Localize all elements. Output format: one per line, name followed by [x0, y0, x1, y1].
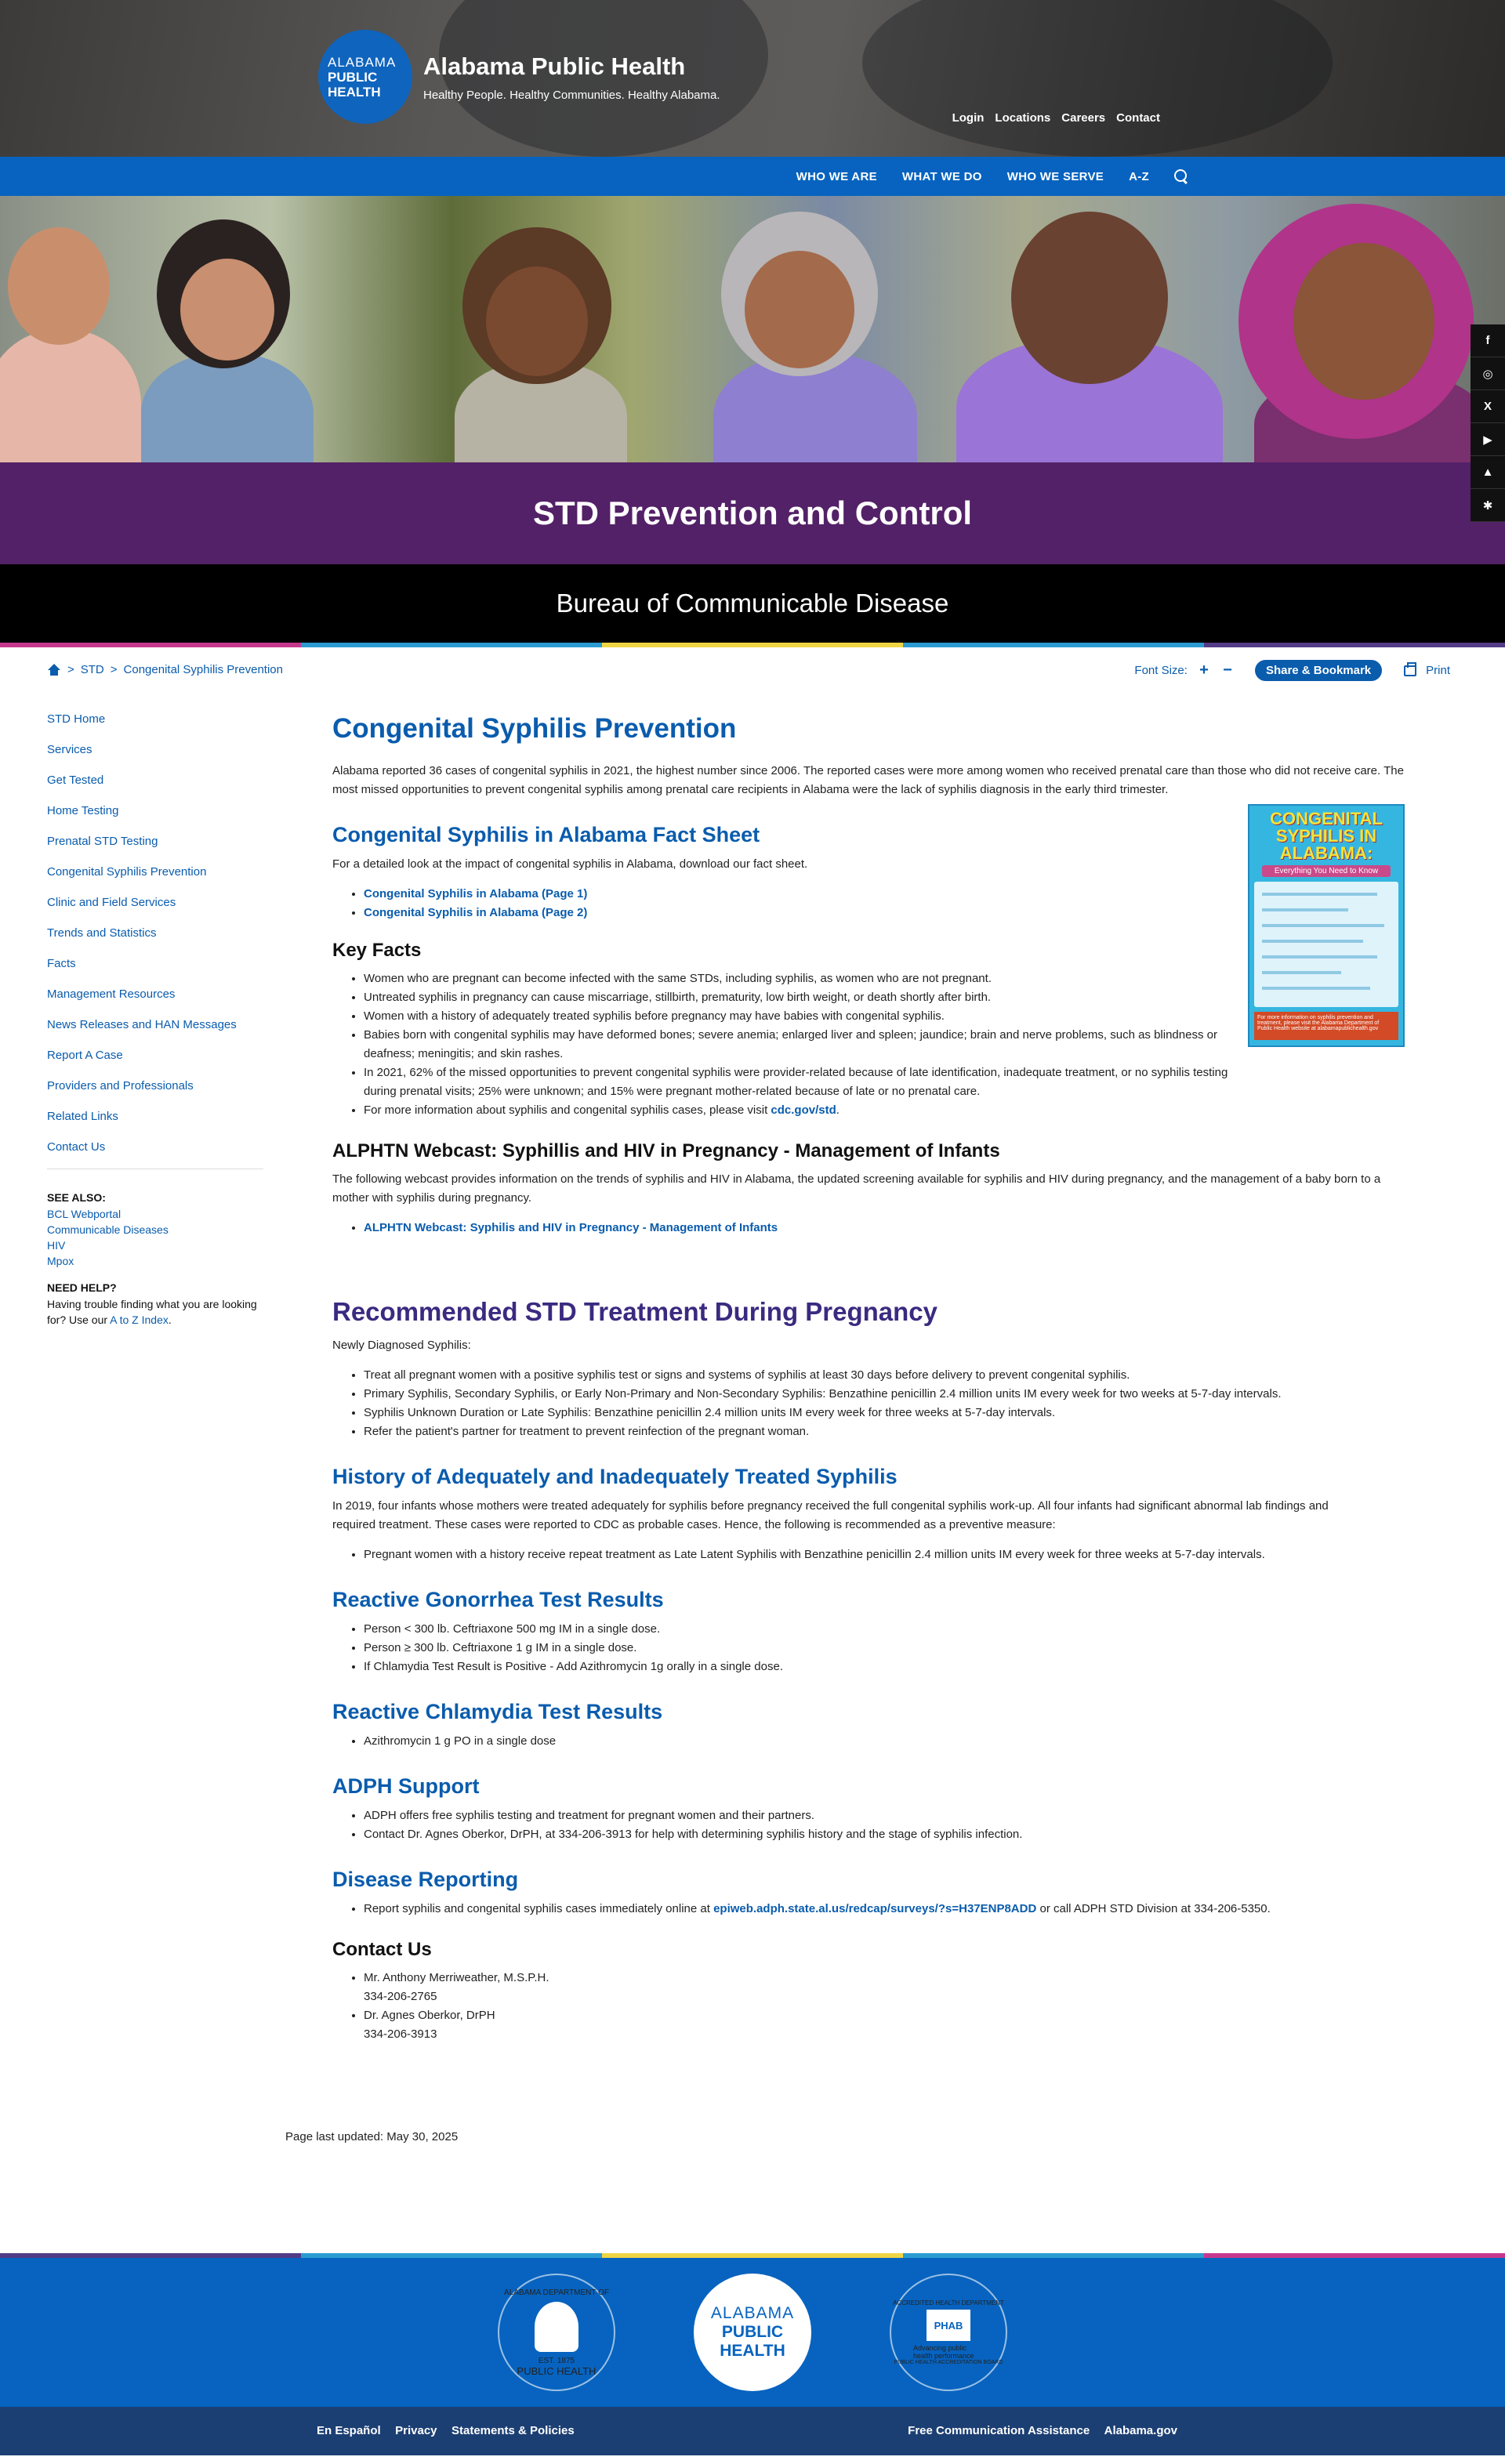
- list-item: • Contact Dr. Agnes Oberkor, DrPH, at 334-206-3913 for help with determining syphilis history and the stage of syphilis infection.: [364, 1825, 1405, 1844]
- footer-aph-logo[interactable]: [694, 2274, 811, 2391]
- fact-sheet-line: [1262, 924, 1384, 927]
- seal-text: PUBLIC HEALTH: [517, 2364, 597, 2377]
- history-heading: History of Adequately and Inadequately Treated Syphilis: [332, 1465, 898, 1488]
- stripe-segment: [602, 2253, 903, 2258]
- nav-what-we-do[interactable]: WHAT WE DO: [901, 169, 982, 183]
- fact-sheet-text: For a detailed look at the impact of congenital syphilis in Alabama, download our fact sheet.: [332, 857, 808, 871]
- need-help-copy: Having trouble finding what you are looking for? Use our: [47, 1298, 257, 1326]
- history-text: In 2019, four infants whose mothers were treated adequately for syphilis before pregnancy received the full congenital syphilis work-up. All four infants had significant abnormal lab findings and required treatment. These cases were reported to CDC as probable cases. Hence, the following is recommended as a preventive measure:: [332, 1499, 1329, 1531]
- main-nav: [0, 157, 1505, 196]
- login-link[interactable]: Login: [952, 111, 985, 125]
- bureau-title: Bureau of Communicable Disease: [556, 589, 949, 618]
- list-item: [364, 1900, 1405, 1919]
- adph-support-list: [364, 1806, 1405, 1844]
- logo-badge: [318, 30, 412, 124]
- seal-text: Advancing public health performance: [913, 2344, 974, 2360]
- fact-sheet-line: [1262, 987, 1370, 990]
- need-help-heading: NEED HELP?: [47, 1281, 117, 1294]
- content-heading: Congenital Syphilis Prevention: [332, 713, 737, 744]
- list-item: • Refer the patient's partner for treatment to prevent reinfection of the pregnant woman.: [364, 1422, 1405, 1441]
- last-updated: Page last updated: May 30, 2025: [285, 2130, 459, 2143]
- list-item: [364, 1219, 1405, 1237]
- key-facts-heading: Key Facts: [332, 940, 422, 961]
- sidebar-item-std-home[interactable]: STD Home: [47, 712, 106, 726]
- seal-text: PUBLIC HEALTH ACCREDITATION BOARD: [894, 2360, 1003, 2365]
- list-item-end: .: [836, 1103, 840, 1117]
- utility-nav: [952, 111, 1160, 125]
- need-help-end: .: [168, 1314, 172, 1326]
- list-item: [364, 1101, 1240, 1120]
- seal-text: ALABAMA DEPARTMENT OF: [504, 2288, 609, 2297]
- footer-link-policies[interactable]: Statements & Policies: [451, 2424, 575, 2437]
- webcast-heading: ALPHTN Webcast: Syphillis and HIV in Pregnancy - Management of Infants: [332, 1140, 1000, 1161]
- sidebar-item-services[interactable]: Services: [47, 743, 92, 756]
- list-item: • Azithromycin 1 g PO in a single dose: [364, 1732, 1405, 1751]
- print-link[interactable]: Print: [1426, 664, 1450, 677]
- sidebar-item-home-testing[interactable]: Home Testing: [47, 804, 119, 817]
- nav-who-we-serve[interactable]: WHO WE SERVE: [1006, 169, 1104, 183]
- list-item: • Pregnant women with a history receive repeat treatment as Late Latent Syphilis with Benzathine penicillin 2.4 million units IM every week for three weeks at 5-7-day intervals.: [364, 1545, 1405, 1564]
- breadcrumb: [47, 663, 283, 676]
- fact-sheet-image-title: CONGENITAL SYPHILIS IN ALABAMA:: [1270, 809, 1383, 863]
- see-also-link[interactable]: HIV: [47, 1239, 66, 1252]
- footer-link-espanol[interactable]: En Español: [317, 2424, 381, 2437]
- webcast-link[interactable]: ALPHTN Webcast: Syphilis and HIV in Pregnancy - Management of Infants: [364, 1221, 778, 1234]
- sidebar-nav: [47, 704, 263, 1162]
- fact-sheet-image-table: [1254, 882, 1398, 1007]
- fact-sheet-page2-link[interactable]: Congenital Syphilis in Alabama (Page 2): [364, 906, 588, 919]
- alert-icon[interactable]: ▲: [1471, 456, 1505, 489]
- list-item: • Untreated syphilis in pregnancy can cause miscarriage, stillbirth, prematurity, low birth weight, or death shortly after birth.: [364, 988, 1240, 1007]
- list-item-text: Report syphilis and congenital syphilis cases immediately online at: [364, 1902, 714, 1915]
- hero-figure: [745, 251, 854, 368]
- bureau-band: [0, 564, 1505, 643]
- intro-paragraph: Alabama reported 36 cases of congenital syphilis in 2021, the highest number since 2006. The reported cases were more among women who received prenatal care than those who did not receive care. The most missed opportunities to prevent congenital syphilis among prenatal care recipients in Alabama were the lack of syphilis diagnosis in the early third trimester.: [332, 764, 1404, 796]
- page-title-band: [0, 462, 1505, 564]
- hero-figure: [180, 259, 274, 361]
- logo-line: ALABAMA: [328, 54, 397, 70]
- fact-sheet-image-subtitle: Everything You Need to Know: [1262, 865, 1391, 877]
- list-item: • Women with a history of adequately treated syphilis before pregnancy may have babies with congenital syphilis.: [364, 1007, 1240, 1026]
- list-item: • Person < 300 lb. Ceftriaxone 500 mg IM in a single dose.: [364, 1620, 1405, 1639]
- nav-who-we-are[interactable]: WHO WE ARE: [796, 169, 877, 183]
- webcast-text: The following webcast provides information on the trends of syphilis and HIV in Alabama, the updated screening available for syphilis and HIV during pregnancy, and the management of a baby born to a mother with syphilis during pregnancy.: [332, 1172, 1381, 1205]
- site-title[interactable]: Alabama Public Health: [423, 52, 686, 80]
- webcast-links: [364, 1219, 1405, 1237]
- color-stripe: [0, 2253, 1505, 2258]
- fact-sheet-heading: Congenital Syphilis in Alabama Fact Sheet: [332, 823, 760, 846]
- stripe-segment: [0, 2253, 301, 2258]
- nav-a-z[interactable]: A-Z: [1129, 169, 1149, 183]
- page-title: STD Prevention and Control: [532, 495, 973, 531]
- share-bookmark-button[interactable]: Share & Bookmark: [1255, 660, 1382, 681]
- contact-link[interactable]: Contact: [1116, 111, 1160, 125]
- home-icon[interactable]: [47, 664, 61, 676]
- hero-banner: [0, 196, 1505, 462]
- seal-figure-icon: [535, 2302, 578, 2352]
- footer-link-communication[interactable]: Free Communication Assistance: [908, 2424, 1090, 2437]
- phab-mark: PHAB: [927, 2310, 970, 2341]
- epiweb-link[interactable]: epiweb.adph.state.al.us/redcap/surveys/?s=H37ENP8ADD: [713, 1902, 1037, 1915]
- breadcrumb-separator: >: [67, 663, 74, 676]
- careers-link[interactable]: Careers: [1061, 111, 1106, 125]
- list-item: • Treat all pregnant women with a positive syphilis test or signs and systems of syphilis at least 30 days before delivery to prevent congenital syphilis.: [364, 1366, 1405, 1385]
- fact-sheet-line: [1262, 940, 1363, 943]
- font-increase-button[interactable]: +: [1199, 661, 1209, 679]
- gonorrhea-list: [364, 1620, 1405, 1676]
- contact-list: [364, 1969, 1405, 2044]
- logo-line: HEALTH: [720, 2342, 785, 2360]
- hero-figure: [8, 227, 110, 345]
- tools-row: [0, 647, 1505, 691]
- contact-name: Dr. Agnes Oberkor, DrPH: [364, 2009, 495, 2022]
- background-foliage: [862, 0, 1333, 157]
- list-item-end: or call ADPH STD Division at 334-206-5350.: [1036, 1902, 1271, 1915]
- social-share-bar: [1471, 324, 1505, 522]
- page-tools: [1134, 660, 1450, 681]
- list-item: • Syphilis Unknown Duration or Late Syphilis: Benzathine penicillin 2.4 million units IM every week for three weeks at 5-7-day intervals.: [364, 1404, 1405, 1422]
- sidebar-item-report-case[interactable]: Report A Case: [47, 1049, 123, 1062]
- sidebar-item-news[interactable]: News Releases and HAN Messages: [47, 1018, 237, 1031]
- adph-support-heading: ADPH Support: [332, 1774, 480, 1798]
- chlamydia-heading: Reactive Chlamydia Test Results: [332, 1700, 663, 1723]
- need-help-text: [47, 1296, 263, 1328]
- sidebar-item-providers[interactable]: Providers and Professionals: [47, 1079, 194, 1092]
- contact-heading: Contact Us: [332, 1939, 432, 1960]
- contact-item: [364, 1969, 1405, 2006]
- treatment-subheading: Newly Diagnosed Syphilis:: [332, 1339, 471, 1352]
- treatment-list: [364, 1366, 1405, 1441]
- logo-line: ALABAMA: [710, 2304, 795, 2322]
- history-list: [364, 1545, 1405, 1564]
- list-item: • Person ≥ 300 lb. Ceftriaxone 1 g IM in a single dose.: [364, 1639, 1405, 1658]
- contact-phone: 334-206-3913: [364, 2027, 437, 2041]
- fact-sheet-line: [1262, 955, 1377, 958]
- contact-item: [364, 2006, 1405, 2044]
- list-item: • ADPH offers free syphilis testing and treatment for pregnant women and their partners.: [364, 1806, 1405, 1825]
- fact-sheet-line: [1262, 893, 1377, 896]
- sidebar-item-contact[interactable]: Contact Us: [47, 1140, 106, 1154]
- locations-link[interactable]: Locations: [995, 111, 1051, 125]
- sidebar-item-facts[interactable]: Facts: [47, 957, 76, 970]
- facebook-icon[interactable]: f: [1471, 324, 1505, 357]
- fact-sheet-page1-link[interactable]: Congenital Syphilis in Alabama (Page 1): [364, 887, 588, 900]
- site-footer: [0, 2253, 1505, 2455]
- list-item: • In 2021, 62% of the missed opportunities to prevent congenital syphilis were provider-related because of late identification, inadequate treatment, or no syphilis testing during prenatal visits; 25% were unknown; and 15% were pregnant mother-related because of late or no prenatal care.: [364, 1064, 1240, 1101]
- stripe-segment: [903, 2253, 1204, 2258]
- sidebar-item-management[interactable]: Management Resources: [47, 987, 176, 1001]
- seal-year: 1875: [557, 2356, 575, 2365]
- font-size-label: Font Size:: [1134, 664, 1188, 677]
- disease-reporting-list: [364, 1900, 1405, 1919]
- fact-sheet-image-footer: For more information on syphilis prevention and treatment, please visit the Alabama Department of Public Health website at alabamapublichealth.gov: [1254, 1012, 1398, 1040]
- logo-line: PUBLIC: [721, 2323, 784, 2341]
- hero-figure: [1293, 243, 1434, 400]
- cdc-link[interactable]: cdc.gov/std: [771, 1103, 836, 1117]
- footer-left-links: [317, 2424, 586, 2438]
- phab-seal[interactable]: [890, 2274, 1007, 2391]
- logo-line: HEALTH: [328, 84, 381, 100]
- site-tagline: Healthy People. Healthy Communities. Healthy Alabama.: [423, 88, 720, 102]
- sidebar-item-trends[interactable]: Trends and Statistics: [47, 926, 157, 940]
- chlamydia-list: [364, 1732, 1405, 1751]
- sidebar: [47, 691, 263, 2044]
- hero-figure: [141, 353, 314, 462]
- sidebar-item-prenatal-testing[interactable]: Prenatal STD Testing: [47, 835, 158, 848]
- main-content: [332, 691, 1405, 2044]
- youtube-icon[interactable]: ▶: [1471, 423, 1505, 456]
- site-logo[interactable]: [318, 30, 720, 124]
- see-also-link[interactable]: Communicable Diseases: [47, 1223, 169, 1236]
- list-item: • Women who are pregnant can become infected with the same STDs, including syphilis, as women who are not pregnant.: [364, 969, 1240, 988]
- sidebar-item-get-tested[interactable]: Get Tested: [47, 774, 104, 787]
- footer-logos: [0, 2258, 1505, 2407]
- seal-est: EST.: [538, 2356, 556, 2365]
- sidebar-item-related-links[interactable]: Related Links: [47, 1110, 118, 1123]
- disease-reporting-heading: Disease Reporting: [332, 1868, 519, 1891]
- treatment-heading: Recommended STD Treatment During Pregnancy: [332, 1297, 938, 1326]
- logo-line: PUBLIC: [328, 69, 378, 85]
- hero-figure: [486, 266, 588, 376]
- fact-sheet-line: [1262, 971, 1341, 974]
- breadcrumb-std[interactable]: STD: [80, 663, 104, 676]
- list-item-text: For more information about syphilis and congenital syphilis cases, please visit: [364, 1103, 771, 1117]
- stripe-segment: [1204, 2253, 1505, 2258]
- instagram-icon[interactable]: ◎: [1471, 357, 1505, 390]
- breadcrumb-separator: >: [110, 663, 118, 676]
- list-item: • Primary Syphilis, Secondary Syphilis, or Early Non-Primary and Non-Secondary Syphilis: Benzathine penicillin 2.4 million units IM every week for two weeks at 5-7-day intervals.: [364, 1385, 1405, 1404]
- see-also-link[interactable]: BCL Webportal: [47, 1208, 121, 1220]
- see-also-heading: SEE ALSO:: [47, 1191, 106, 1204]
- list-item: • If Chlamydia Test Result is Positive - Add Azithromycin 1g orally in a single dose.: [364, 1658, 1405, 1676]
- contact-name: Mr. Anthony Merriweather, M.S.P.H.: [364, 1971, 549, 1984]
- x-icon[interactable]: X: [1471, 390, 1505, 423]
- adph-seal[interactable]: [498, 2274, 615, 2391]
- site-header: [0, 0, 1505, 157]
- sidebar-item-clinic-services[interactable]: Clinic and Field Services: [47, 896, 176, 909]
- bug-icon[interactable]: ✱: [1471, 489, 1505, 522]
- breadcrumb-current[interactable]: Congenital Syphilis Prevention: [123, 663, 283, 676]
- see-also-link[interactable]: Mpox: [47, 1255, 74, 1267]
- footer-link-alabama-gov[interactable]: Alabama.gov: [1104, 2424, 1177, 2437]
- hero-figure: [0, 329, 141, 462]
- stripe-segment: [301, 2253, 602, 2258]
- gonorrhea-heading: Reactive Gonorrhea Test Results: [332, 1588, 664, 1611]
- seal-text: ACCREDITED HEALTH DEPARTMENT: [893, 2299, 1004, 2306]
- footer-bottom-bar: [0, 2407, 1505, 2455]
- footer-link-privacy[interactable]: Privacy: [395, 2424, 437, 2437]
- font-decrease-button[interactable]: −: [1223, 661, 1232, 679]
- print-icon[interactable]: [1404, 665, 1416, 676]
- hero-figure: [1011, 212, 1168, 384]
- seal-text: [539, 2357, 575, 2365]
- contact-phone: 334-206-2765: [364, 1990, 437, 2003]
- fact-sheet-line: [1262, 908, 1348, 911]
- search-icon[interactable]: [1174, 169, 1188, 183]
- sidebar-item-congenital-syphilis[interactable]: Congenital Syphilis Prevention: [47, 865, 207, 879]
- list-item: • Babies born with congenital syphilis may have deformed bones; severe anemia; enlarged liver and spleen; jaundice; brain and nerve problems, such as blindness or deafness; meningitis; and skin rashes.: [364, 1026, 1240, 1064]
- a-to-z-link[interactable]: A to Z Index: [110, 1314, 169, 1326]
- fact-sheet-image[interactable]: [1248, 804, 1405, 1047]
- footer-right-links: [908, 2424, 1188, 2438]
